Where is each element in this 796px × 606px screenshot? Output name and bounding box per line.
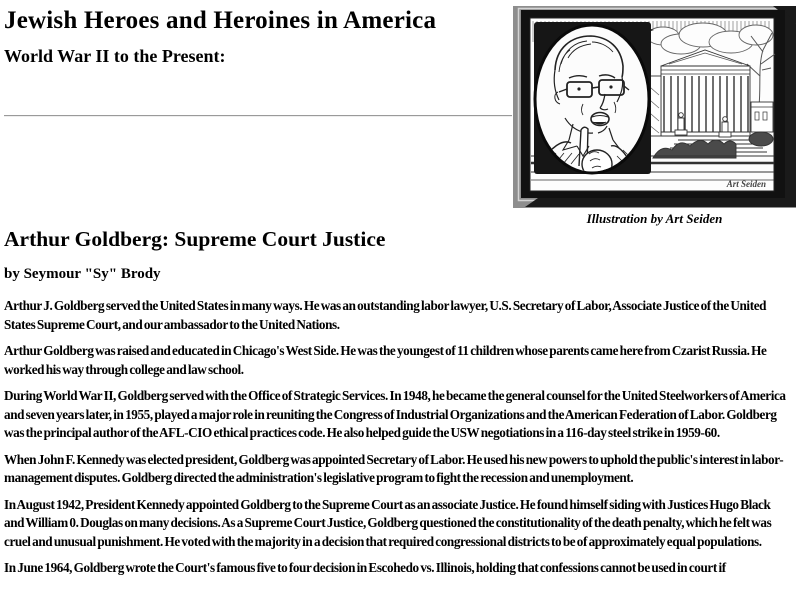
goldberg-illustration (513, 6, 796, 208)
illustration-caption: Illustration by Art Seiden (586, 211, 723, 226)
paragraph-2: Arthur Goldberg was raised and educated in Chicago's West Side. He was the youngest of 11 children whose parents came here from Czarist Russia. He worked his way through college and law school. (4, 343, 767, 377)
horizontal-rule (4, 115, 512, 117)
artist-signature: Art Seiden (726, 179, 766, 189)
article-byline: by Seymour "Sy" Brody (4, 266, 161, 282)
paragraph-1: Arthur J. Goldberg served the United States in many ways. He was an outstanding labor lawyer, U.S. Secretary of Labor, Associate Justice of the United States Supreme Court, and our ambassador to the United Nations. (4, 298, 767, 332)
illustration-figure (513, 6, 796, 227)
article-body (4, 297, 792, 578)
article (4, 227, 792, 578)
paragraph-6: In June 1964, Goldberg wrote the Court's famous five to four decision in Escohedo vs. Illinois, holding that confessions cannot be used in court if (4, 560, 726, 575)
paragraph-3: During World War II, Goldberg served with the Office of Strategic Services. In 1948, he became the general counsel for the United Steelworkers of America and seven years later, in 1955, played a major role in reuniting the Congress of Industrial Organizations and the American Federation of Labor. Goldberg was the principal author of the AFL-CIO ethical practices code. He also helped guide the USW negotiations in a 116-day steel strike in 1959-60. (4, 388, 786, 440)
document-page (0, 6, 796, 606)
paragraph-4: When John F. Kennedy was elected president, Goldberg was appointed Secretary of Labor. He used his new powers to uphold the public's interest in labor-management disputes. Goldberg directed the administration's legislative program to fight the recession and unemployment. (4, 451, 784, 485)
site-title: Jewish Heroes and Heroines in America (4, 7, 437, 34)
paragraph-5: In August 1942, President Kennedy appointed Goldberg to the Supreme Court as an associate Justice. He found himself siding with Justices Hugo Black and William 0. Douglas on many decisions. As a Supreme Court Justice, Goldberg questioned the constitutionality of the death penalty, which he felt was cruel and unusual punishment. He voted with the majority in a decision that required congressional districts to be of approximately equal populations. (4, 496, 772, 549)
portrait-oval (534, 22, 651, 178)
site-subtitle: World War II to the Present: (4, 46, 226, 66)
article-heading: Arthur Goldberg: Supreme Court Justice (4, 227, 386, 251)
